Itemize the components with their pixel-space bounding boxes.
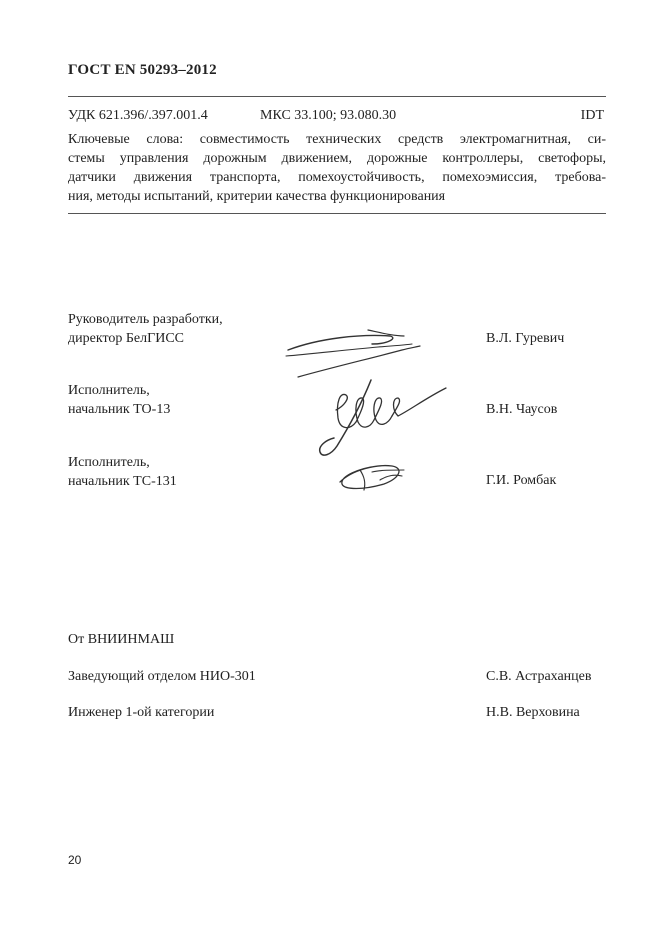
role-line: начальник ТО-13 <box>68 402 171 417</box>
keywords-line: ния, методы испытаний, критерии качества функционирования <box>68 189 446 204</box>
document-title: ГОСТ EN 50293–2012 <box>68 62 217 78</box>
org-signatory-name: Н.В. Верховина <box>486 705 580 720</box>
org-signatory-role: Заведующий отделом НИО-301 <box>68 669 256 684</box>
keywords-line: стемы управления дорожным движением, дорожные контроллеры, светофоры, <box>68 151 606 166</box>
bottom-rule <box>68 213 606 214</box>
page-number: 20 <box>68 853 82 867</box>
signature-rombak <box>340 466 404 490</box>
role-line: Руководитель разработки, <box>68 312 223 327</box>
keywords-line: датчики движения транспорта, помехоустойчивость, помехоэмиссия, требова- <box>68 170 606 185</box>
signature-gurevich <box>286 330 420 377</box>
mks-code: МКС 33.100; 93.080.30 <box>260 108 397 123</box>
top-rule <box>68 96 606 97</box>
org-signatory-role: Инженер 1-ой категории <box>68 705 215 720</box>
signatory-name: В.Н. Чаусов <box>486 402 558 417</box>
signatory-name: В.Л. Гуревич <box>486 331 565 346</box>
role-line: Исполнитель, <box>68 455 150 470</box>
keywords-line: Ключевые слова: совместимость технических средств электромагнитная, си- <box>68 132 606 147</box>
idt-label: IDT <box>580 108 604 123</box>
signature-chausov <box>320 380 446 455</box>
org-signatory-name: С.В. Астраханцев <box>486 669 592 684</box>
udk-code: УДК 621.396/.397.001.4 <box>68 108 208 123</box>
signatory-role <box>68 453 177 491</box>
role-line: директор БелГИСС <box>68 331 184 346</box>
role-line: начальник ТС-131 <box>68 474 177 489</box>
role-line: Исполнитель, <box>68 383 150 398</box>
organization-label: От ВНИИНМАШ <box>68 632 175 647</box>
signatory-role <box>68 381 170 419</box>
signatory-role <box>68 310 223 348</box>
keywords-block <box>68 130 606 206</box>
signatory-name: Г.И. Ромбак <box>486 473 557 488</box>
